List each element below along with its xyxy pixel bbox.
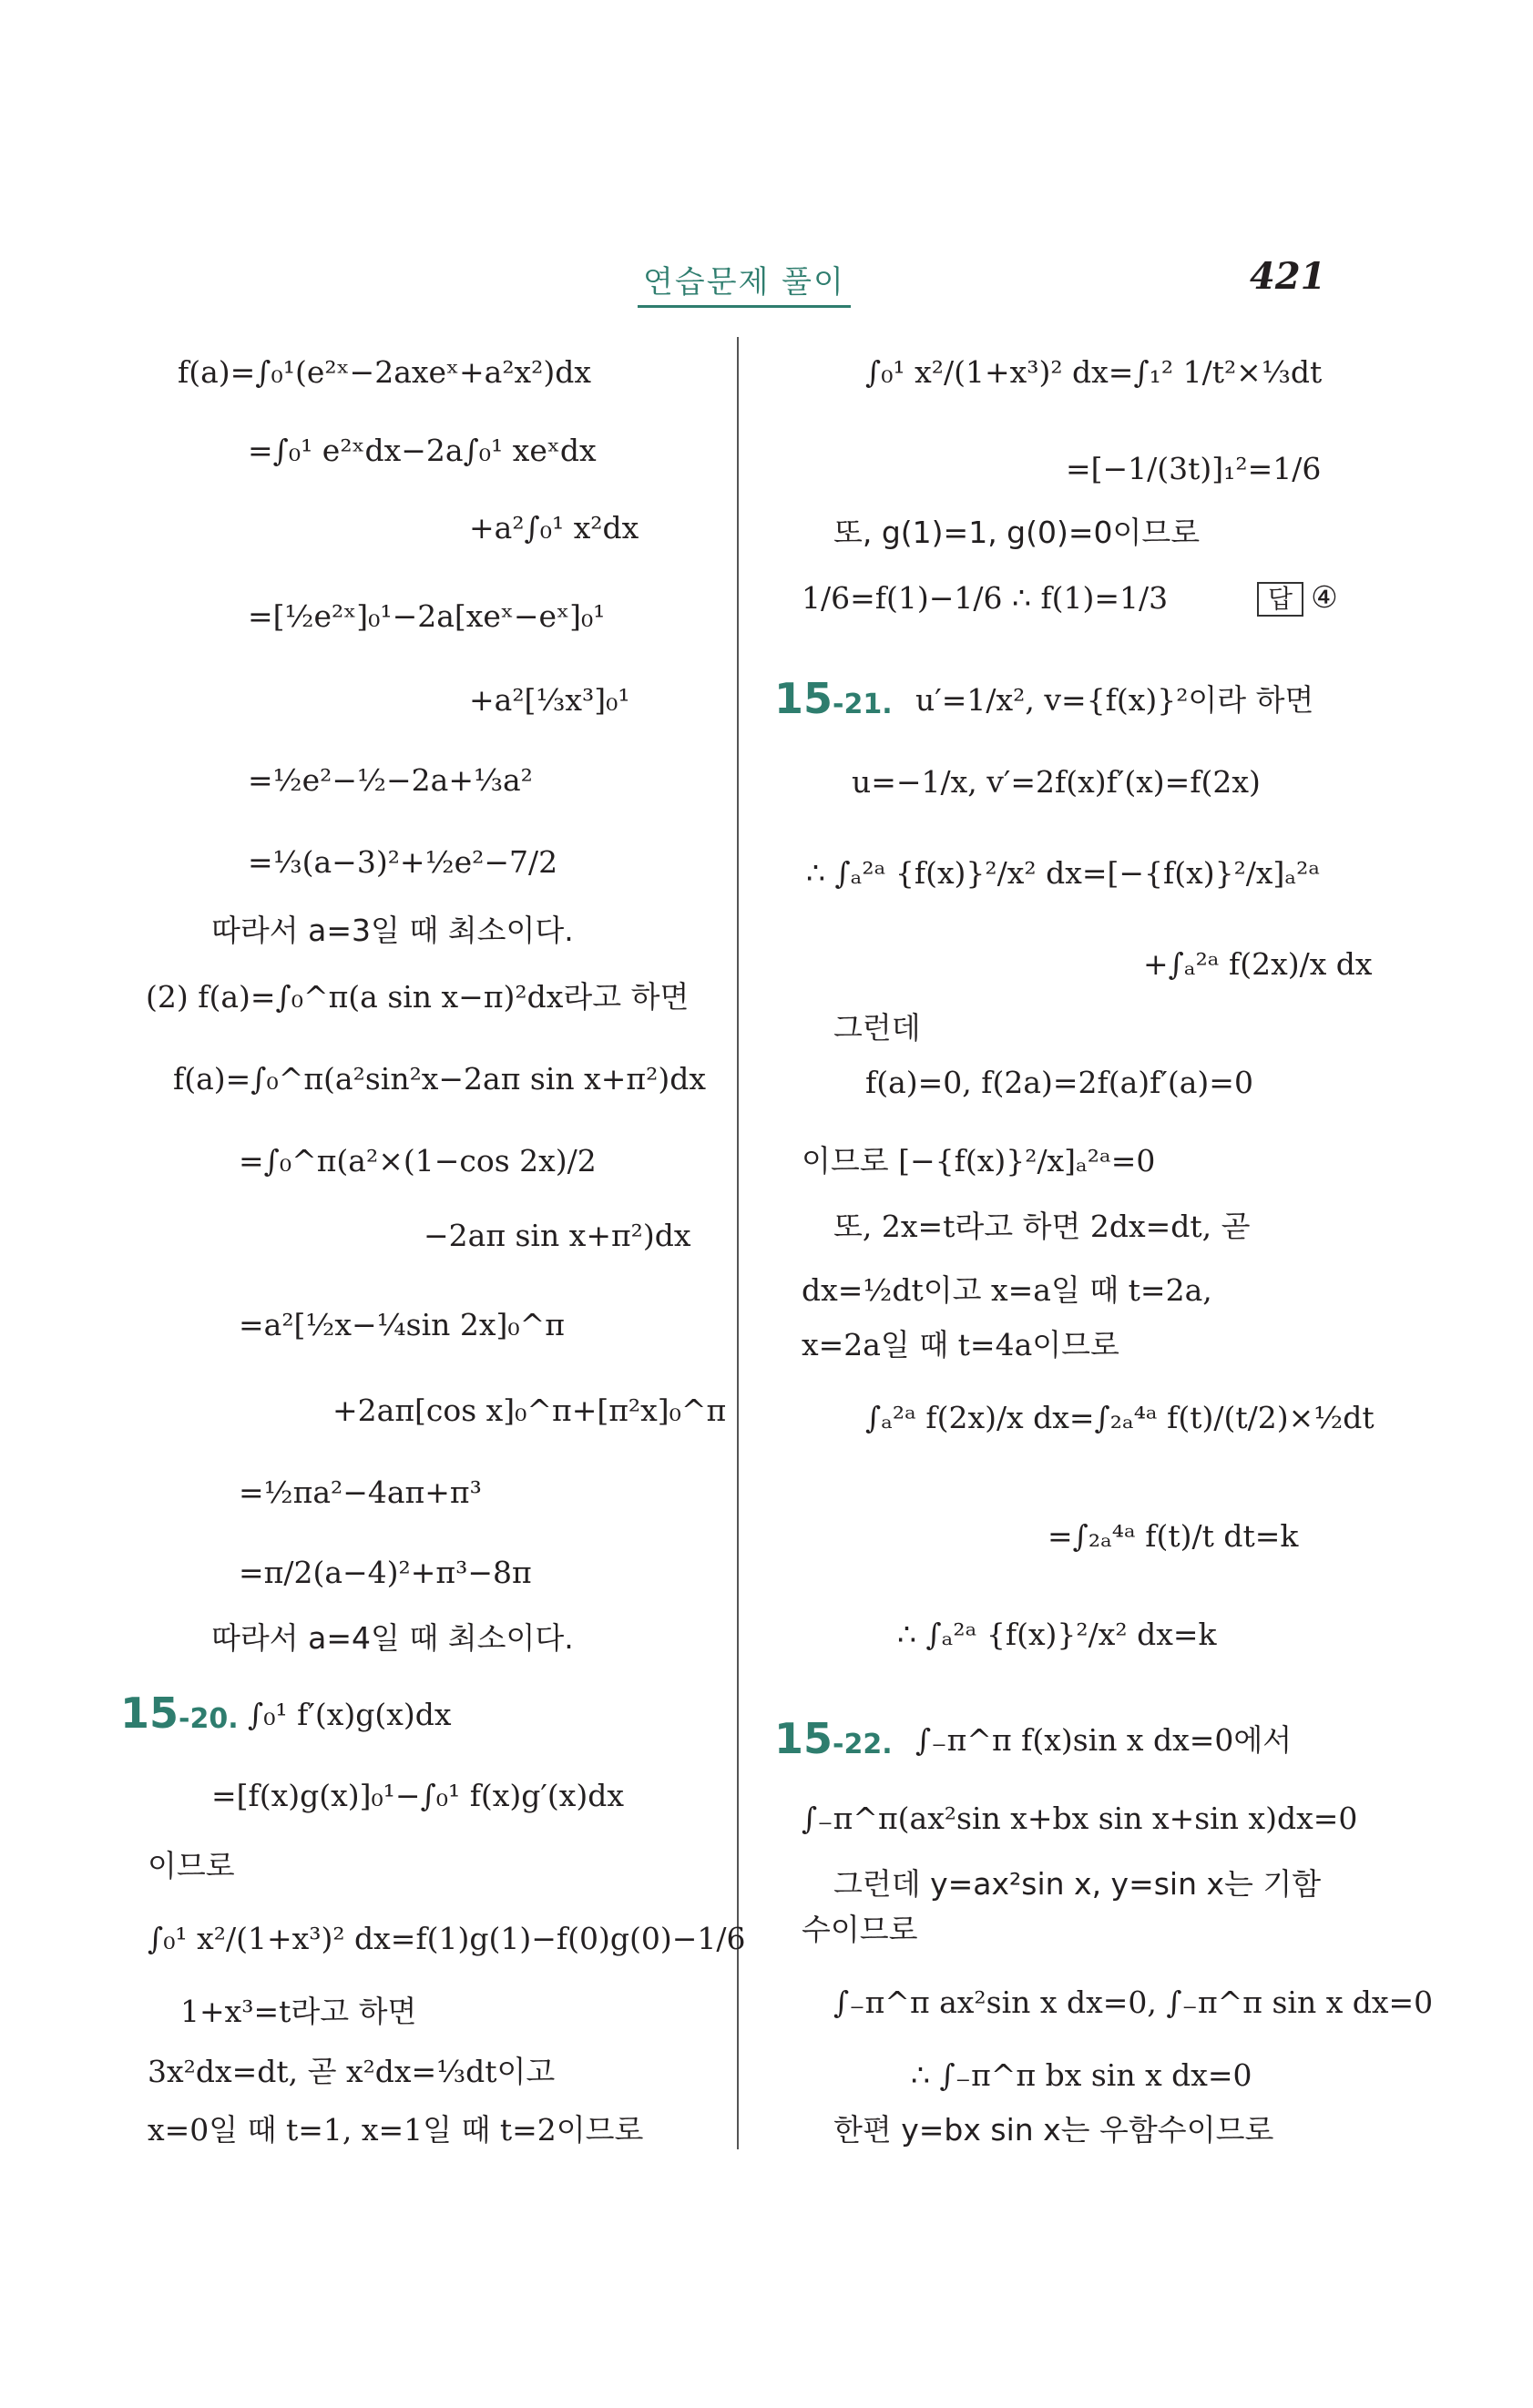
math-line: ∫₋π^π(ax²sin x+bx sin x+sin x)dx=0 (802, 1801, 1358, 1836)
math-line: ∴ ∫₋π^π bx sin x dx=0 (911, 2057, 1252, 2093)
answer-label: 답 (1257, 582, 1303, 617)
math-line: f(a)=0, f(2a)=2f(a)f′(a)=0 (865, 1065, 1253, 1100)
math-line: =∫₂ₐ⁴ᵃ f(t)/t dt=k (1048, 1518, 1299, 1554)
math-line: ∴ ∫ₐ²ᵃ {f(x)}²/x² dx=k (897, 1617, 1217, 1652)
math-line: +a²∫₀¹ x²dx (469, 510, 639, 546)
math-line: =⅓(a−3)²+½e²−7/2 (248, 844, 558, 880)
text-line: 1+x³=t라고 하면 (180, 1994, 417, 2029)
math-line: =a²[½x−¼sin 2x]₀^π (239, 1307, 565, 1342)
math-line: 1/6=f(1)−1/6 ∴ f(1)=1/3 (802, 580, 1169, 616)
conclusion-line: 따라서 a=4일 때 최소이다. (211, 1620, 574, 1656)
text-line: 수이므로 (802, 1912, 918, 1947)
math-line: f(a)=∫₀¹(e²ˣ−2axeˣ+a²x²)dx (178, 354, 592, 390)
text-line: 또, 2x=t라고 하면 2dx=dt, 곧 (833, 1209, 1251, 1244)
math-line: dx=½dt이고 x=a일 때 t=2a, (802, 1272, 1212, 1308)
problem-number-15-20: 15-20. (120, 1689, 239, 1738)
text-line: 한편 y=bx sin x는 우함수이므로 (833, 2112, 1274, 2148)
math-line: +2aπ[cos x]₀^π+[π²x]₀^π (332, 1393, 727, 1428)
math-line: =π/2(a−4)²+π³−8π (239, 1555, 532, 1590)
problem-number-15-21: 15-21. (774, 674, 893, 723)
math-line: =½e²−½−2a+⅓a² (248, 762, 533, 798)
problem-number-15-22: 15-22. (774, 1714, 893, 1763)
math-line: u′=1/x², v={f(x)}²이라 하면 (915, 682, 1314, 718)
math-line: ∫ₐ²ᵃ f(2x)/x dx=∫₂ₐ⁴ᵃ f(t)/(t/2)×½dt (865, 1400, 1375, 1435)
math-line: +∫ₐ²ᵃ f(2x)/x dx (1143, 946, 1373, 982)
math-line: =½πa²−4aπ+π³ (239, 1474, 482, 1510)
math-line: (2) f(a)=∫₀^π(a sin x−π)²dx라고 하면 (146, 979, 690, 1015)
running-header-title: 연습문제 풀이 (638, 257, 851, 308)
text-line: 그런데 y=ax²sin x, y=sin x는 기함 (833, 1866, 1322, 1902)
math-line: u=−1/x, v′=2f(x)f′(x)=f(2x) (852, 764, 1261, 800)
math-line: =[½e²ˣ]₀¹−2a[xeˣ−eˣ]₀¹ (248, 598, 606, 634)
math-line: +a²[⅓x³]₀¹ (469, 682, 630, 718)
math-line: =[f(x)g(x)]₀¹−∫₀¹ f(x)g′(x)dx (211, 1778, 624, 1813)
answer-value: ④ (1311, 579, 1338, 615)
math-line: ∫₀¹ x²/(1+x³)² dx=f(1)g(1)−f(0)g(0)−1/6 (148, 1921, 746, 1956)
math-line: f(a)=∫₀^π(a²sin²x−2aπ sin x+π²)dx (173, 1061, 706, 1097)
math-line: ∫₀¹ x²/(1+x³)² dx=∫₁² 1/t²×⅓dt (865, 354, 1323, 390)
text-line: 또, g(1)=1, g(0)=0이므로 (833, 515, 1201, 550)
page-number: 421 (1250, 255, 1326, 298)
math-line: −2aπ sin x+π²)dx (424, 1218, 691, 1253)
text-line: 그런데 (833, 1010, 921, 1046)
math-line: 3x²dx=dt, 곧 x²dx=⅓dt이고 (148, 2054, 556, 2089)
math-line: x=2a일 때 t=4a이므로 (802, 1327, 1119, 1362)
text-line: 이므로 (148, 1848, 235, 1883)
math-line: ∴ ∫ₐ²ᵃ {f(x)}²/x² dx=[−{f(x)}²/x]ₐ²ᵃ (806, 855, 1321, 891)
math-line: =∫₀^π(a²×(1−cos 2x)/2 (239, 1143, 597, 1178)
math-line: =[−1/(3t)]₁²=1/6 (1066, 451, 1322, 486)
math-line: ∫₀¹ f′(x)g(x)dx (248, 1697, 452, 1732)
text-line: x=0일 때 t=1, x=1일 때 t=2이므로 (148, 2112, 644, 2148)
math-line: ∫₋π^π ax²sin x dx=0, ∫₋π^π sin x dx=0 (833, 1985, 1434, 2020)
column-divider (737, 337, 739, 2149)
math-line: 이므로 [−{f(x)}²/x]ₐ²ᵃ=0 (802, 1143, 1156, 1178)
conclusion-line: 따라서 a=3일 때 최소이다. (211, 913, 574, 948)
math-line: =∫₀¹ e²ˣdx−2a∫₀¹ xeˣdx (248, 433, 597, 468)
answer-marker (1257, 579, 1338, 617)
math-line: ∫₋π^π f(x)sin x dx=0에서 (915, 1722, 1293, 1758)
